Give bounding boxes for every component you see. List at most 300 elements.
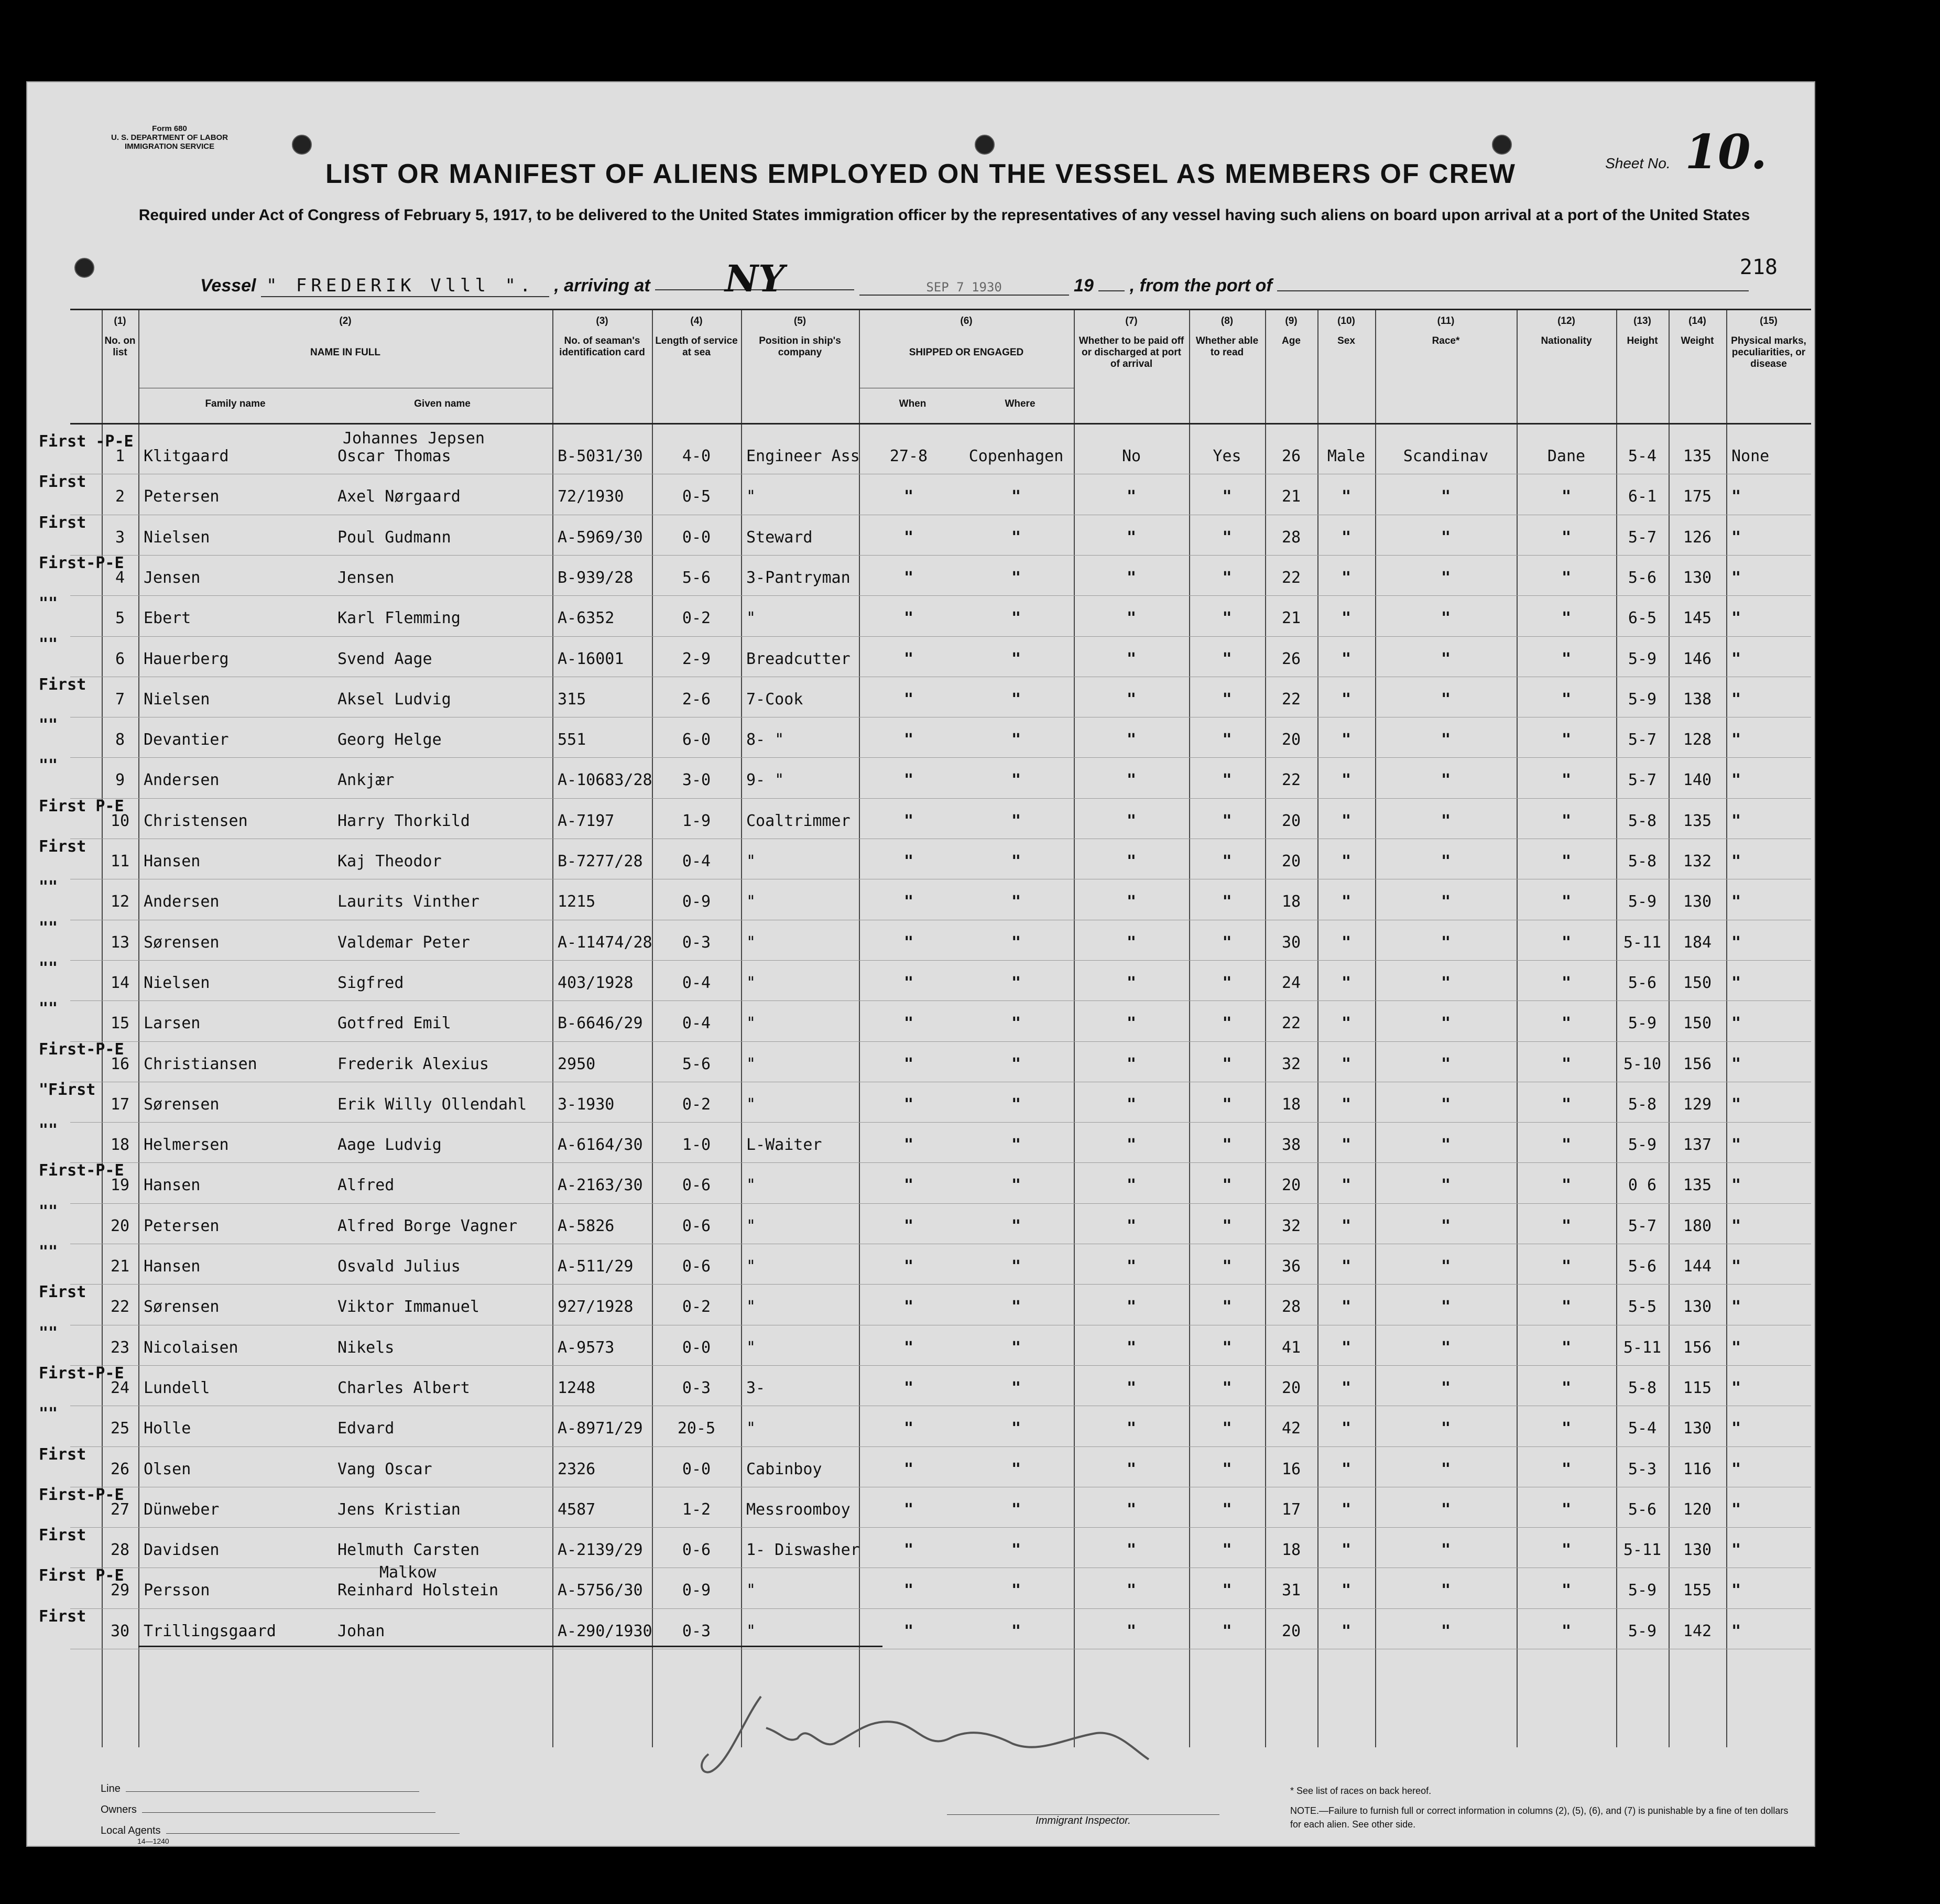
cell-service: 0-9 xyxy=(682,1581,711,1600)
cell-family: Holle xyxy=(144,1419,191,1438)
cell-when: " xyxy=(903,1095,914,1114)
row-status-mark: First-P-E xyxy=(39,1485,124,1504)
cell-read: " xyxy=(1222,973,1232,992)
cell-sex: " xyxy=(1341,649,1352,668)
cell-height: 5-9 xyxy=(1628,690,1657,709)
cell-card: A-11474/28 xyxy=(558,933,652,952)
cell-race: " xyxy=(1441,933,1451,952)
cell-weight: 129 xyxy=(1683,1095,1712,1114)
cell-position: Messroomboy xyxy=(746,1500,851,1519)
cell-card: 1248 xyxy=(558,1378,596,1397)
cell-age: 20 xyxy=(1281,852,1301,871)
cell-paid: " xyxy=(1126,1054,1137,1073)
cell-service: 0-3 xyxy=(682,1622,711,1640)
date-stamp: SEP 7 1930 xyxy=(859,280,1069,296)
column-header: Height xyxy=(1627,335,1658,346)
cell-family: Trillingsgaard xyxy=(144,1622,276,1640)
cell-no: 11 xyxy=(110,852,130,871)
cell-marks: " xyxy=(1731,811,1741,830)
cell-read: " xyxy=(1222,1338,1232,1357)
cell-position: " xyxy=(746,933,756,952)
cell-sex: " xyxy=(1341,1419,1352,1438)
cell-position: " xyxy=(746,1622,756,1640)
cell-marks: " xyxy=(1731,1298,1741,1317)
punch-hole xyxy=(975,135,995,155)
cell-height: 5-5 xyxy=(1628,1298,1657,1317)
cell-card: B-7277/28 xyxy=(558,852,643,871)
cell-family: Devantier xyxy=(144,731,229,749)
cell-marks: " xyxy=(1731,933,1741,952)
cell-read: Yes xyxy=(1213,447,1241,465)
cell-weight: 150 xyxy=(1683,973,1712,992)
cell-weight: 128 xyxy=(1683,731,1712,749)
column-number: (13) xyxy=(1633,315,1651,327)
cell-position: Cabinboy xyxy=(746,1460,822,1478)
cell-paid: " xyxy=(1126,1378,1137,1397)
cell-weight: 116 xyxy=(1683,1460,1712,1478)
cell-position: " xyxy=(746,1054,756,1073)
cell-weight: 130 xyxy=(1683,1419,1712,1438)
cell-family: Christiansen xyxy=(144,1054,257,1073)
column-header: No. of seaman's identification card xyxy=(559,335,645,358)
row-status-mark: "" xyxy=(39,1202,58,1221)
cell-family: Davidsen xyxy=(144,1541,220,1560)
column-header: Nationality xyxy=(1541,335,1592,346)
cell-service: 3-0 xyxy=(682,771,711,790)
row-status-mark: "" xyxy=(39,959,58,977)
column-number: (7) xyxy=(1125,315,1138,327)
cell-no: 13 xyxy=(110,933,130,952)
agents-field: Local Agents xyxy=(101,1825,460,1837)
table-row xyxy=(39,1405,1811,1446)
cell-nation: " xyxy=(1561,1419,1572,1438)
cell-race: " xyxy=(1441,1014,1451,1033)
cell-given: Oscar Thomas xyxy=(337,447,451,465)
cell-where: " xyxy=(1011,1378,1021,1397)
cell-no: 16 xyxy=(110,1054,130,1073)
cell-paid: " xyxy=(1126,1622,1137,1640)
cell-paid: " xyxy=(1126,1257,1137,1276)
cell-given: Alfred Borge Vagner xyxy=(337,1216,518,1235)
row-status-mark: First xyxy=(39,837,86,856)
cell-race: " xyxy=(1441,1095,1451,1114)
penalty-note: NOTE.—Failure to furnish full or correct information in columns (2), (5), (6), and (7) is punishable by a fine of ten dollars for each alien. See other side. xyxy=(1290,1805,1789,1830)
cell-no: 27 xyxy=(110,1500,130,1519)
cell-paid: " xyxy=(1126,609,1137,628)
cell-paid: " xyxy=(1126,1338,1137,1357)
cell-given: Poul Gudmann xyxy=(337,528,451,547)
table-row xyxy=(39,1040,1811,1082)
column-header: Sex xyxy=(1337,335,1355,346)
cell-family: Nicolaisen xyxy=(144,1338,238,1357)
stamp-number: 218 xyxy=(1739,255,1778,279)
cell-paid: " xyxy=(1126,1176,1137,1195)
cell-race: " xyxy=(1441,1216,1451,1235)
cell-where: " xyxy=(1011,973,1021,992)
cell-read: " xyxy=(1222,811,1232,830)
cell-no: 22 xyxy=(110,1298,130,1317)
punch-hole xyxy=(74,258,94,278)
cell-where: " xyxy=(1011,1176,1021,1195)
cell-read: " xyxy=(1222,1581,1232,1600)
cell-marks: " xyxy=(1731,731,1741,749)
cell-family: Larsen xyxy=(144,1014,201,1033)
cell-service: 2-9 xyxy=(682,649,711,668)
cell-family: Petersen xyxy=(144,1216,220,1235)
row-status-mark: First xyxy=(39,1526,86,1545)
row-status-mark: First xyxy=(39,1283,86,1302)
cell-service: 0-9 xyxy=(682,893,711,911)
cell-family: Petersen xyxy=(144,487,220,506)
cell-height: 5-8 xyxy=(1628,1378,1657,1397)
row-status-mark: "" xyxy=(39,1405,58,1423)
cell-when: " xyxy=(903,1136,914,1155)
cell-position: Coaltrimmer xyxy=(746,811,851,830)
cell-position: L-Waiter xyxy=(746,1136,822,1155)
row-status-mark: First xyxy=(39,1607,86,1626)
cell-sex: " xyxy=(1341,1581,1352,1600)
cell-marks: " xyxy=(1731,1014,1741,1033)
cell-marks: " xyxy=(1731,1054,1741,1073)
cell-service: 0-3 xyxy=(682,933,711,952)
cell-service: 0-5 xyxy=(682,487,711,506)
row-status-mark: First P-E xyxy=(39,797,124,815)
cell-no: 2 xyxy=(115,487,125,506)
cell-service: 0-4 xyxy=(682,1014,711,1033)
cell-race: Scandinav xyxy=(1403,447,1489,465)
cell-paid: " xyxy=(1126,1216,1137,1235)
cell-sex: " xyxy=(1341,1216,1352,1235)
table-row xyxy=(39,797,1811,839)
cell-height: 5-7 xyxy=(1628,528,1657,547)
cell-given: Vang Oscar xyxy=(337,1460,432,1478)
cell-no: 26 xyxy=(110,1460,130,1478)
cell-marks: " xyxy=(1731,1216,1741,1235)
crew-table xyxy=(39,309,1811,1747)
cell-card: B-6646/29 xyxy=(558,1014,643,1033)
cell-race: " xyxy=(1441,1338,1451,1357)
sheet-label: Sheet No. xyxy=(1605,155,1671,171)
cell-service: 0-2 xyxy=(682,1095,711,1114)
cell-card: 4587 xyxy=(558,1500,596,1519)
cell-height: 5-6 xyxy=(1628,568,1657,587)
cell-height: 5-11 xyxy=(1623,1338,1662,1357)
cell-weight: 135 xyxy=(1683,1176,1712,1195)
cell-read: " xyxy=(1222,609,1232,628)
column-subheader: When xyxy=(899,398,927,409)
cell-weight: 175 xyxy=(1683,487,1712,506)
cell-paid: " xyxy=(1126,933,1137,952)
cell-position: 9- " xyxy=(746,771,784,790)
cell-given: Charles Albert xyxy=(337,1378,470,1397)
cell-read: " xyxy=(1222,1054,1232,1073)
cell-paid: " xyxy=(1126,1541,1137,1560)
cell-race: " xyxy=(1441,649,1451,668)
cell-nation: " xyxy=(1561,973,1572,992)
cell-card: A-16001 xyxy=(558,649,624,668)
arriving-label: , arriving at xyxy=(554,276,650,296)
cell-age: 36 xyxy=(1281,1257,1301,1276)
cell-paid: " xyxy=(1126,1095,1137,1114)
cell-read: " xyxy=(1222,771,1232,790)
cell-when: 27-8 xyxy=(889,447,928,465)
cell-age: 20 xyxy=(1281,1378,1301,1397)
cell-age: 28 xyxy=(1281,1298,1301,1317)
cell-when: " xyxy=(903,1216,914,1235)
cell-no: 7 xyxy=(115,690,125,709)
cell-paid: " xyxy=(1126,811,1137,830)
cell-no: 14 xyxy=(110,973,130,992)
table-row xyxy=(39,1121,1811,1162)
cell-where: " xyxy=(1011,811,1021,830)
cell-nation: " xyxy=(1561,1581,1572,1600)
cell-read: " xyxy=(1222,1460,1232,1478)
cell-paid: " xyxy=(1126,1460,1137,1478)
cell-read: " xyxy=(1222,893,1232,911)
cell-card: 1215 xyxy=(558,893,596,911)
cell-marks: " xyxy=(1731,1176,1741,1195)
cell-nation: " xyxy=(1561,690,1572,709)
cell-race: " xyxy=(1441,568,1451,587)
cell-marks: " xyxy=(1731,1460,1741,1478)
row-status-mark: First-P-E xyxy=(39,1364,124,1383)
column-header: NAME IN FULL xyxy=(310,347,381,358)
cell-height: 5-11 xyxy=(1623,1541,1662,1560)
cell-age: 18 xyxy=(1281,1095,1301,1114)
cell-race: " xyxy=(1441,771,1451,790)
cell-card: 403/1928 xyxy=(558,973,634,992)
cell-family: Nielsen xyxy=(144,690,210,709)
cell-where: " xyxy=(1011,1338,1021,1357)
cell-race: " xyxy=(1441,1581,1451,1600)
service-name: IMMIGRATION SERVICE xyxy=(124,142,215,151)
cell-given: Axel Nørgaard xyxy=(337,487,461,506)
cell-given: Kaj Theodor xyxy=(337,852,442,871)
sheet-number: 10. xyxy=(1685,124,1767,180)
cell-height: 6-5 xyxy=(1628,609,1657,628)
cell-read: " xyxy=(1222,649,1232,668)
cell-age: 28 xyxy=(1281,528,1301,547)
table-row xyxy=(39,959,1811,1000)
cell-no: 20 xyxy=(110,1216,130,1235)
cell-where: " xyxy=(1011,528,1021,547)
column-number: (12) xyxy=(1557,315,1575,327)
row-status-mark: First xyxy=(39,513,86,532)
row-status-mark: "" xyxy=(39,878,58,897)
cell-weight: 130 xyxy=(1683,568,1712,587)
column-header: Weight xyxy=(1681,335,1714,346)
cell-service: 2-6 xyxy=(682,690,711,709)
cell-height: 5-6 xyxy=(1628,973,1657,992)
cell-nation: Dane xyxy=(1547,447,1586,465)
list-end-rule xyxy=(138,1646,882,1647)
cell-age: 26 xyxy=(1281,649,1301,668)
cell-race: " xyxy=(1441,690,1451,709)
row-status-mark: "First xyxy=(39,1080,96,1099)
cell-weight: 145 xyxy=(1683,609,1712,628)
cell-family: Hauerberg xyxy=(144,649,229,668)
vessel-label: Vessel xyxy=(200,276,256,296)
cell-weight: 138 xyxy=(1683,690,1712,709)
cell-position: " xyxy=(746,1176,756,1195)
cell-no: 3 xyxy=(115,528,125,547)
cell-no: 6 xyxy=(115,649,125,668)
cell-sex: " xyxy=(1341,690,1352,709)
cell-weight: 144 xyxy=(1683,1257,1712,1276)
row-status-mark: First xyxy=(39,1445,86,1464)
cell-paid: " xyxy=(1126,973,1137,992)
cell-sex: " xyxy=(1341,1257,1352,1276)
table-row xyxy=(39,1526,1811,1568)
cell-when: " xyxy=(903,1176,914,1195)
cell-when: " xyxy=(903,1581,914,1600)
table-row xyxy=(39,675,1811,717)
cell-weight: 155 xyxy=(1683,1581,1712,1600)
cell-sex: " xyxy=(1341,731,1352,749)
column-number: (5) xyxy=(793,315,806,327)
row-status-mark: "" xyxy=(39,716,58,735)
cell-height: 6-1 xyxy=(1628,487,1657,506)
cell-height: 5-9 xyxy=(1628,1581,1657,1600)
column-header: Age xyxy=(1282,335,1301,346)
cell-nation: " xyxy=(1561,1014,1572,1033)
cell-marks: " xyxy=(1731,1541,1741,1560)
cell-given: Gotfred Emil xyxy=(337,1014,451,1033)
cell-service: 4-0 xyxy=(682,447,711,465)
cell-read: " xyxy=(1222,528,1232,547)
cell-position: " xyxy=(746,1338,756,1357)
cell-read: " xyxy=(1222,568,1232,587)
column-number: (3) xyxy=(596,315,608,327)
row-status-mark: "" xyxy=(39,756,58,775)
cell-nation: " xyxy=(1561,1378,1572,1397)
cell-nation: " xyxy=(1561,1541,1572,1560)
cell-sex: " xyxy=(1341,811,1352,830)
column-number: (6) xyxy=(960,315,973,327)
given-name-addition: Malkow xyxy=(379,1563,437,1582)
cell-where: " xyxy=(1011,933,1021,952)
from-port-label: , from the port of xyxy=(1129,276,1272,296)
column-number: (11) xyxy=(1437,315,1455,327)
cell-card: A-5756/30 xyxy=(558,1581,643,1600)
table-row xyxy=(39,837,1811,879)
cell-age: 18 xyxy=(1281,893,1301,911)
table-row xyxy=(39,1445,1811,1487)
cell-paid: " xyxy=(1126,1298,1137,1317)
cell-nation: " xyxy=(1561,649,1572,668)
cell-age: 31 xyxy=(1281,1581,1301,1600)
cell-given: Viktor Immanuel xyxy=(337,1298,479,1317)
cell-age: 42 xyxy=(1281,1419,1301,1438)
cell-height: 5-9 xyxy=(1628,1014,1657,1033)
cell-read: " xyxy=(1222,1298,1232,1317)
cell-age: 41 xyxy=(1281,1338,1301,1357)
cell-no: 28 xyxy=(110,1541,130,1560)
cell-position: " xyxy=(746,973,756,992)
document-subtitle: Required under Act of Congress of February 5, 1917, to be delivered to the United States immigration officer by the representatives of any vessel having such aliens on board upon arrival at a port of the United States xyxy=(138,206,1750,224)
column-header: Position in ship's company xyxy=(759,335,841,358)
cell-race: " xyxy=(1441,1622,1451,1640)
cell-marks: " xyxy=(1731,1095,1741,1114)
cell-race: " xyxy=(1441,852,1451,871)
cell-family: Hansen xyxy=(144,852,201,871)
cell-age: 22 xyxy=(1281,568,1301,587)
cell-position: " xyxy=(746,893,756,911)
cell-read: " xyxy=(1222,690,1232,709)
cell-paid: " xyxy=(1126,487,1137,506)
cell-height: 5-7 xyxy=(1628,731,1657,749)
cell-given: Harry Thorkild xyxy=(337,811,470,830)
cell-given: Jensen xyxy=(337,568,395,587)
cell-race: " xyxy=(1441,1136,1451,1155)
cell-family: Andersen xyxy=(144,893,220,911)
cell-paid: " xyxy=(1126,568,1137,587)
cell-sex: " xyxy=(1341,568,1352,587)
cell-paid: " xyxy=(1126,1136,1137,1155)
cell-read: " xyxy=(1222,1419,1232,1438)
row-status-mark: "" xyxy=(39,594,58,613)
cell-weight: 135 xyxy=(1683,811,1712,830)
cell-sex: " xyxy=(1341,1378,1352,1397)
cell-family: Jensen xyxy=(144,568,201,587)
cell-card: A-8971/29 xyxy=(558,1419,643,1438)
cell-no: 25 xyxy=(110,1419,130,1438)
agents-code: 14—1240 xyxy=(137,1837,169,1845)
column-header: Whether able to read xyxy=(1195,335,1259,358)
cell-nation: " xyxy=(1561,893,1572,911)
cell-service: 0-3 xyxy=(682,1378,711,1397)
cell-paid: " xyxy=(1126,731,1137,749)
cell-weight: 146 xyxy=(1683,649,1712,668)
cell-given: Laurits Vinther xyxy=(337,893,479,911)
cell-card: A-9573 xyxy=(558,1338,615,1357)
cell-card: 3-1930 xyxy=(558,1095,615,1114)
cell-nation: " xyxy=(1561,731,1572,749)
cell-given: Helmuth Carsten xyxy=(337,1541,479,1560)
cell-age: 24 xyxy=(1281,973,1301,992)
cell-position: " xyxy=(746,852,756,871)
cell-sex: " xyxy=(1341,1014,1352,1033)
cell-sex: " xyxy=(1341,528,1352,547)
cell-where: " xyxy=(1011,1500,1021,1519)
cell-height: 5-6 xyxy=(1628,1257,1657,1276)
cell-where: " xyxy=(1011,852,1021,871)
cell-position: " xyxy=(746,1298,756,1317)
cell-read: " xyxy=(1222,1095,1232,1114)
form-number: Form 680 xyxy=(152,124,187,133)
table-row xyxy=(39,999,1811,1041)
cell-when: " xyxy=(903,487,914,506)
cell-sex: " xyxy=(1341,1176,1352,1195)
cell-where: " xyxy=(1011,1216,1021,1235)
cell-read: " xyxy=(1222,1176,1232,1195)
cell-position: " xyxy=(746,1014,756,1033)
row-status-mark: First-P-E xyxy=(39,553,124,572)
punch-hole xyxy=(1492,135,1512,155)
column-number: (15) xyxy=(1760,315,1778,327)
table-row xyxy=(39,1485,1811,1527)
cell-weight: 150 xyxy=(1683,1014,1712,1033)
cell-sex: " xyxy=(1341,1541,1352,1560)
cell-nation: " xyxy=(1561,1216,1572,1235)
cell-where: " xyxy=(1011,1095,1021,1114)
cell-given: Johan xyxy=(337,1622,385,1640)
column-number: (2) xyxy=(339,315,352,327)
cell-read: " xyxy=(1222,1257,1232,1276)
cell-height: 5-9 xyxy=(1628,893,1657,911)
cell-when: " xyxy=(903,649,914,668)
cell-age: 17 xyxy=(1281,1500,1301,1519)
